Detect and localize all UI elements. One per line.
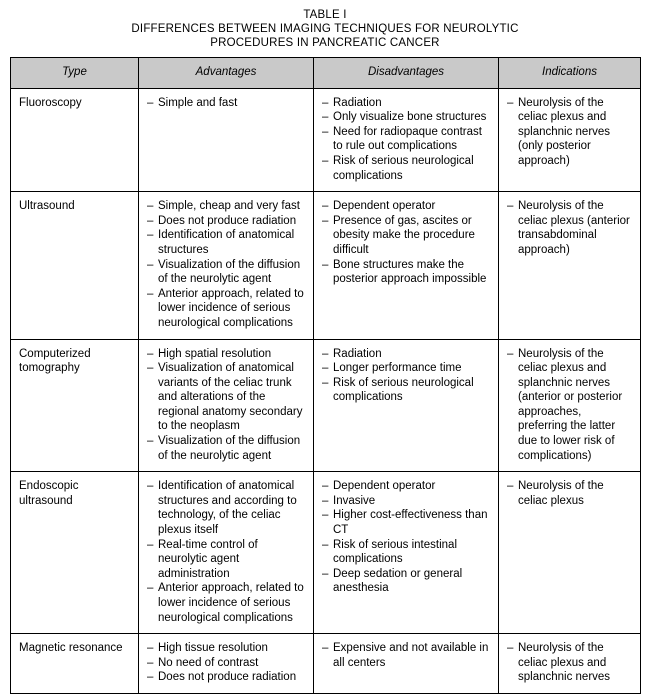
table-number: TABLE I xyxy=(303,9,347,21)
imaging-techniques-table xyxy=(10,57,641,694)
list-item: – Anterior approach, related to lower incidence of serious neurological complications xyxy=(147,581,305,625)
list-item: – Radiation xyxy=(322,96,490,111)
list-item: – Invasive xyxy=(322,494,490,509)
list-item: – Neurolysis of the celiac plexus and splanchnic nerves (only posterior approach) xyxy=(507,96,632,169)
table-body xyxy=(11,88,641,693)
list-item: – Visualization of anatomical variants of the celiac trunk and alterations of the regional anatomy secondary to the neoplasm xyxy=(147,361,305,434)
list-item: – Visualization of the diffusion of the neurolytic agent xyxy=(147,258,305,287)
list-item: – Risk of serious neurological complications xyxy=(322,154,490,183)
table-header-row xyxy=(11,58,641,89)
list-item: – Presence of gas, ascites or obesity make the procedure difficult xyxy=(322,214,490,258)
column-header-advantages: Advantages xyxy=(139,58,314,89)
cell-advantages xyxy=(139,88,314,192)
indications-list xyxy=(507,479,632,508)
advantages-list xyxy=(147,96,305,111)
column-header-disadvantages: Disadvantages xyxy=(314,58,499,89)
advantages-list xyxy=(147,199,305,330)
cell-indications xyxy=(499,339,641,472)
list-item: – Risk of serious intestinal complications xyxy=(322,538,490,567)
list-item: – Visualization of the diffusion of the neurolytic agent xyxy=(147,434,305,463)
list-item: – Neurolysis of the celiac plexus and splanchnic nerves xyxy=(507,641,632,685)
cell-type: Endoscopic ultrasound xyxy=(11,472,139,634)
cell-disadvantages xyxy=(314,634,499,694)
list-item: – Neurolysis of the celiac plexus xyxy=(507,479,632,508)
list-item: – Bone structures make the posterior approach impossible xyxy=(322,258,490,287)
list-item: – Identification of anatomical structures xyxy=(147,228,305,257)
list-item: – Radiation xyxy=(322,347,490,362)
indications-list xyxy=(507,96,632,169)
cell-advantages xyxy=(139,192,314,339)
cell-indications xyxy=(499,88,641,192)
cell-disadvantages xyxy=(314,472,499,634)
list-item: – High spatial resolution xyxy=(147,347,305,362)
cell-type: Fluoroscopy xyxy=(11,88,139,192)
list-item: – Need for radiopaque contrast to rule out complications xyxy=(322,125,490,154)
table-title-line-1: DIFFERENCES BETWEEN IMAGING TECHNIQUES FOR NEUROLYTIC xyxy=(131,23,519,35)
cell-disadvantages xyxy=(314,192,499,339)
list-item: – Dependent operator xyxy=(322,199,490,214)
advantages-list xyxy=(147,347,305,464)
list-item: – Neurolysis of the celiac plexus (anterior transabdominal approach) xyxy=(507,199,632,257)
table-caption xyxy=(10,8,640,50)
table-row xyxy=(11,634,641,694)
disadvantages-list xyxy=(322,479,490,596)
table-row xyxy=(11,339,641,472)
cell-type: Ultrasound xyxy=(11,192,139,339)
list-item: – Does not produce radiation xyxy=(147,670,305,685)
list-item: – Neurolysis of the celiac plexus and splanchnic nerves (anterior or posterior approaches, preferring the latter due to lower risk of complications) xyxy=(507,347,632,464)
table-row xyxy=(11,192,641,339)
list-item: – Anterior approach, related to lower incidence of serious neurological complications xyxy=(147,287,305,331)
table-header xyxy=(11,58,641,89)
list-item: – Does not produce radiation xyxy=(147,214,305,229)
disadvantages-list xyxy=(322,347,490,405)
list-item: – Deep sedation or general anesthesia xyxy=(322,567,490,596)
cell-indications xyxy=(499,192,641,339)
list-item: – Longer performance time xyxy=(322,361,490,376)
table-row xyxy=(11,472,641,634)
list-item: – Only visualize bone structures xyxy=(322,110,490,125)
advantages-list xyxy=(147,479,305,625)
list-item: – Identification of anatomical structures and according to technology, of the celiac plexus itself xyxy=(147,479,305,537)
list-item: – No need of contrast xyxy=(147,656,305,671)
advantages-list xyxy=(147,641,305,685)
disadvantages-list xyxy=(322,199,490,287)
cell-advantages xyxy=(139,472,314,634)
cell-advantages xyxy=(139,339,314,472)
list-item: – Real-time control of neurolytic agent administration xyxy=(147,538,305,582)
column-header-indications: Indications xyxy=(499,58,641,89)
cell-disadvantages xyxy=(314,339,499,472)
cell-type: Magnetic resonance xyxy=(11,634,139,694)
cell-indications xyxy=(499,472,641,634)
cell-disadvantages xyxy=(314,88,499,192)
table-title-line-2: PROCEDURES IN PANCREATIC CANCER xyxy=(210,37,440,49)
list-item: – Higher cost-effectiveness than CT xyxy=(322,508,490,537)
indications-list xyxy=(507,199,632,257)
disadvantages-list xyxy=(322,641,490,670)
list-item: – Dependent operator xyxy=(322,479,490,494)
list-item: – High tissue resolution xyxy=(147,641,305,656)
indications-list xyxy=(507,641,632,685)
disadvantages-list xyxy=(322,96,490,184)
cell-type: Computerized tomography xyxy=(11,339,139,472)
cell-advantages xyxy=(139,634,314,694)
list-item: – Simple and fast xyxy=(147,96,305,111)
column-header-type: Type xyxy=(11,58,139,89)
list-item: – Risk of serious neurological complications xyxy=(322,376,490,405)
list-item: – Expensive and not available in all centers xyxy=(322,641,490,670)
table-row xyxy=(11,88,641,192)
cell-indications xyxy=(499,634,641,694)
indications-list xyxy=(507,347,632,464)
list-item: – Simple, cheap and very fast xyxy=(147,199,305,214)
